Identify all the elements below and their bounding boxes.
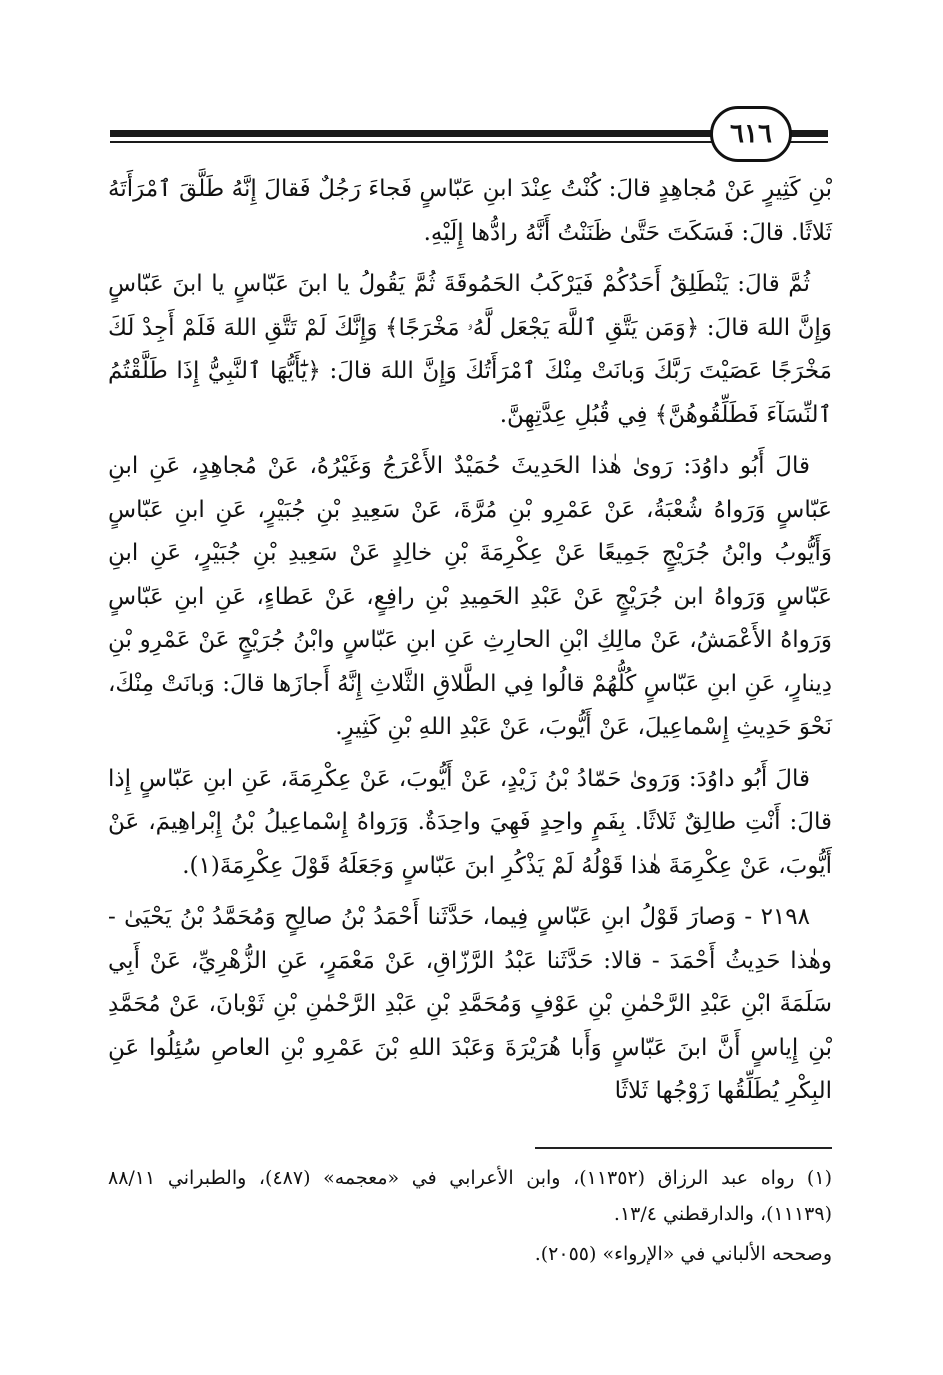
- paragraph: بْنِ كَثِيرٍ عَنْ مُجاهِدٍ قالَ: كُنْتُ عِنْدَ ابنِ عَبّاسٍ فَجاءَ رَجُلٌ فَقالَ إِنَّهُ طَلَّقَ ٱمْرَأَتَهُ ثَلاثًا. قالَ: فَسَكَتَ حَتَّىٰ ظَنَنْتُ أَنَّهُ رادُّها إِلَيْهِ.: [108, 176, 832, 246]
- paragraph: قالَ أَبُو داوُدَ: رَوىٰ هٰذا الحَدِيثَ حُمَيْدٌ الأَعْرَجُ وَغَيْرُهُ، عَنْ مُجاهِدٍ، عَنِ ابنِ عَبّاسٍ وَرَواهُ شُعْبَةُ، عَنْ عَمْرِو بْنِ مُرَّةَ، عَنْ سَعِيدِ بْنِ جُبَيْرٍ، عَنِ ابنِ عَبّاسٍ وَأَيُّوبُ وابْنُ جُرَيْجٍ جَمِيعًا عَنْ عِكْرِمَةَ بْنِ خالِدٍ عَنْ سَعِيدِ بْنِ جُبَيْرٍ، عَنِ ابنِ عَبّاسٍ وَرَواهُ ابن جُرَيْجٍ عَنْ عَبْدِ الحَمِيدِ بْنِ رافِعٍ، عَنْ عَطاءٍ، عَنِ ابنِ عَبّاسٍ وَرَواهُ الأَعْمَشُ، عَنْ مالِكِ ابْنِ الحارِثِ عَنِ ابنِ عَبّاسٍ وابْنُ جُرَيْجٍ عَنْ عَمْرِو بْنِ دِينارٍ، عَنِ ابنِ عَبّاسٍ كُلُّهُمْ قالُوا فِي الطَّلاقِ الثَّلاثِ إِنَّهُ أَجازَها قالَ: وَبانَتْ مِنْكَ، نَحْوَ حَدِيثِ إِسْماعِيلَ، عَنْ أَيُّوبَ، عَنْ عَبْدِ اللهِ بْنِ كَثِيرٍ.: [108, 453, 833, 740]
- paragraph: ٢١٩٨ - وَصارَ قَوْلُ ابنِ عَبّاسٍ فِيما، حَدَّثَنا أَحْمَدُ بْنُ صالِحٍ وَمُحَمَّدُ بْنُ يَحْيَىٰ - وهٰذا حَدِيثُ أَحْمَدَ - قالا: حَدَّثَنا عَبْدُ الرَّزّاقِ، عَنْ مَعْمَرٍ، عَنِ الزُّهْرِيِّ، عَنْ أَبِي سَلَمَةَ ابْنِ عَبْدِ الرَّحْمٰنِ بْنِ عَوْفٍ وَمُحَمَّدِ بْنِ عَبْدِ الرَّحْمٰنِ بْنِ ثَوْبانَ، عَنْ مُحَمَّدِ بْنِ إِياسٍ أَنَّ ابنَ عَبّاسٍ وَأَبا هُرَيْرَةَ وَعَبْدَ اللهِ بْنَ عَمْرِو بْنِ العاصِ سُئِلُوا عَنِ البِكْرِ يُطَلِّقُها زَوْجُها ثَلاثًا: [108, 904, 832, 1104]
- header-rule-left: [110, 130, 712, 137]
- header-thin-rule-left: [110, 141, 712, 143]
- footnote: وصححه الألباني في «الإرواء» (٢٠٥٥).: [534, 1243, 832, 1265]
- paragraph: ثُمَّ قالَ: يَنْطَلِقُ أَحَدُكُمْ فَيَرْكَبُ الحَمُوقَةَ ثُمَّ يَقُولُ يا ابنَ عَبّاسٍ يا ابنَ عَبّاسٍ وَإِنَّ اللهَ قالَ: ﴿وَمَن يَتَّقِ ٱللَّهَ يَجْعَل لَّهُۥ مَخْرَجًا﴾ وَإِنَّكَ لَمْ تَتَّقِ اللهَ فَلَمْ أَجِدْ لَكَ مَخْرَجًا عَصَيْتَ رَبَّكَ وَبانَتْ مِنْكَ ٱمْرَأَتُكَ وَإِنَّ اللهَ قالَ: ﴿يَٰٓأَيُّهَا ٱلنَّبِيُّ إِذَا طَلَّقْتُمُ ٱلنِّسَآءَ فَطَلِّقُوهُنَّ﴾ فِي قُبُلِ عِدَّتِهِنَّ.: [108, 271, 832, 428]
- footnotes: [108, 1160, 832, 1276]
- footnote: (١) رواه عبد الرزاق (١١٣٥٢)، وابن الأعرابي في «معجمه» (٤٨٧)، والطبراني ٨٨/١١ (١١١٣٩)، والدارقطني ١٣/٤.: [108, 1167, 832, 1225]
- header-thin-rule-right: [790, 141, 828, 143]
- header-rule-right: [790, 130, 828, 137]
- main-text: [108, 168, 832, 1122]
- footnote-divider: [535, 1147, 832, 1149]
- page-number: ٦١٦: [710, 106, 792, 162]
- paragraph: قالَ أَبُو داوُدَ: وَرَوىٰ حَمّادُ بْنُ زَيْدٍ، عَنْ أَيُّوبَ، عَنْ عِكْرِمَةَ، عَنِ ابنِ عَبّاسٍ إِذا قالَ: أَنْتِ طالِقٌ ثَلاثًا. بِفَمٍ واحِدٍ فَهِيَ واحِدَةٌ. وَرَواهُ إِسْماعِيلُ بْنُ إِبْراهِيمَ، عَنْ أَيُّوبَ، عَنْ عِكْرِمَةَ هٰذا قَوْلُهُ لَمْ يَذْكُرِ ابنَ عَبّاسٍ وَجَعَلَهُ قَوْلَ عِكْرِمَةَ(١).: [108, 765, 832, 879]
